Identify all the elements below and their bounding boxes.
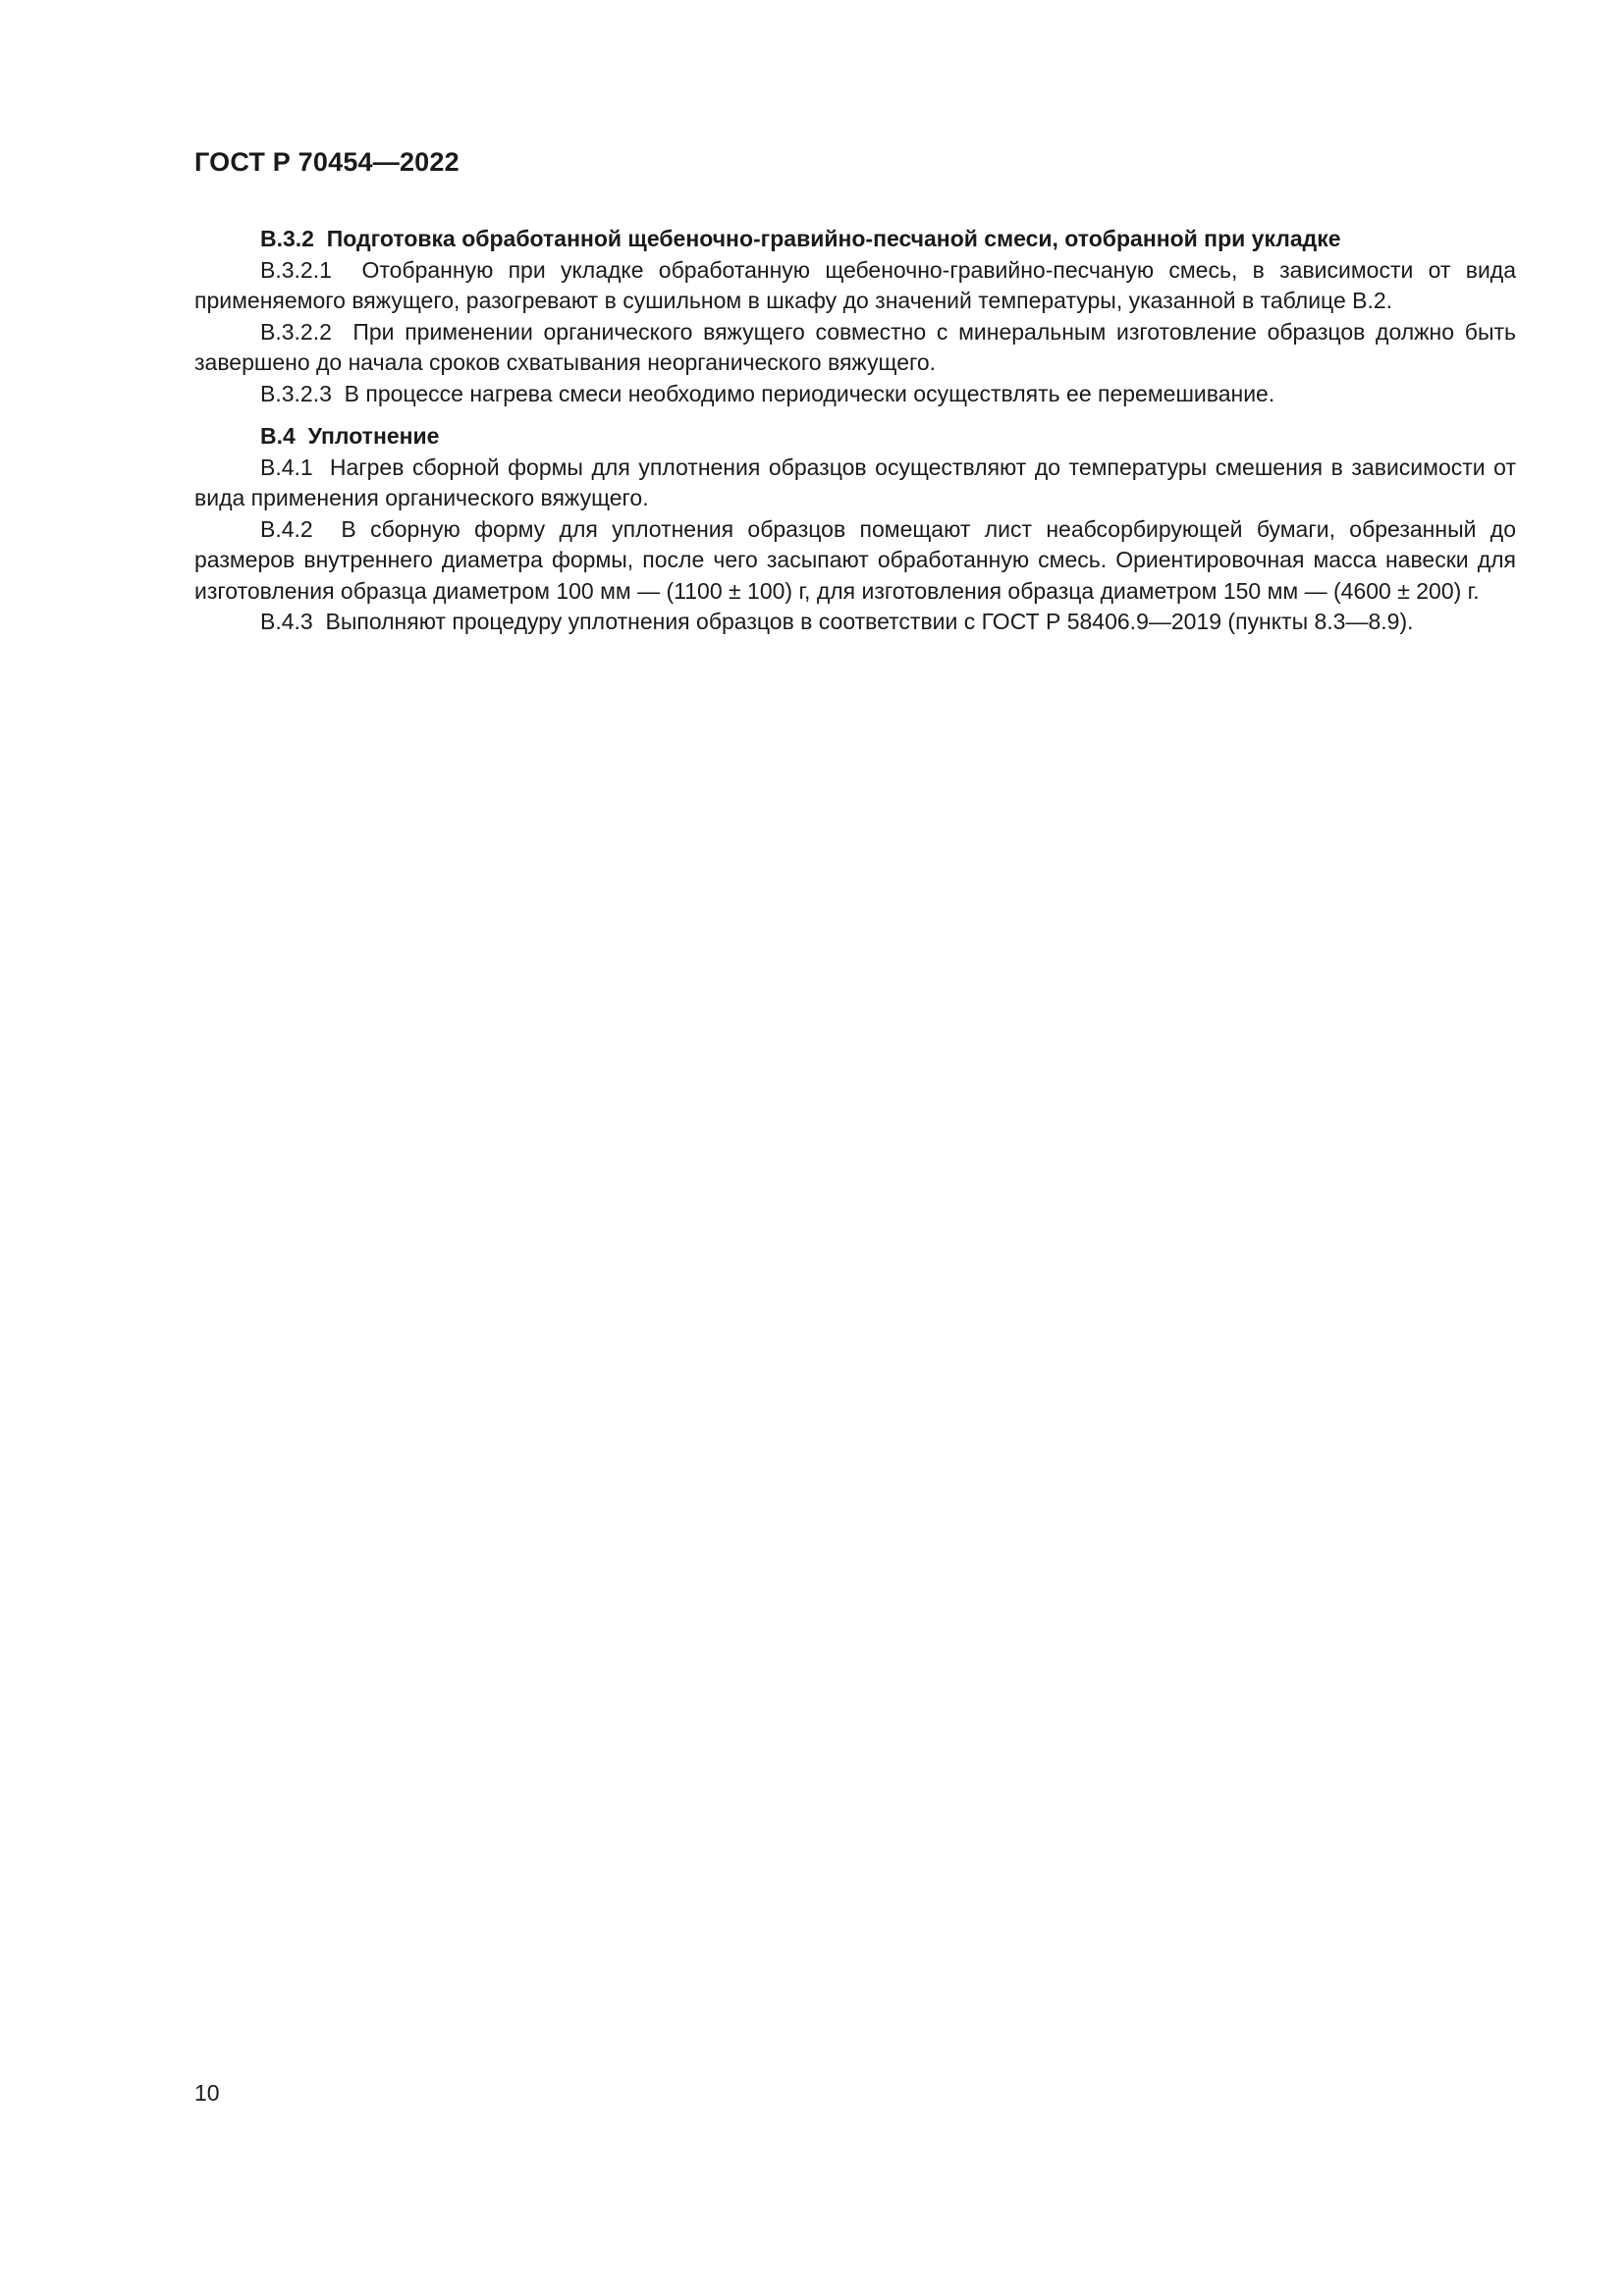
document-header: ГОСТ Р 70454—2022: [194, 147, 460, 177]
paragraph-number: В.3.2.1: [260, 256, 332, 283]
paragraph-text: Нагрев сборной формы для уплотнения образцов осуществляют до температуры смешения в зависимости от вида применения органического вяжущего.: [194, 454, 1516, 510]
paragraph-text: Выполняют процедуру уплотнения образцов в соответствии с ГОСТ Р 58406.9—2019 (пункты 8.3—8.9).: [325, 609, 1414, 634]
paragraph-number: В.4.1: [260, 454, 313, 480]
section-title: Уплотнение: [307, 423, 440, 449]
document-body: [194, 224, 1516, 638]
page-number: 10: [194, 2080, 220, 2106]
paragraph-number: В.3.2.2: [260, 318, 332, 345]
paragraph-text: Отобранную при укладке обработанную щебеночно-гравийно-песчаную смесь, в зависимости от вида применяемого вяжущего, разогревают в сушильном в шкафу до значений температуры, указанной в таблице В.2.: [194, 256, 1517, 313]
paragraph-text: В сборную форму для уплотнения образцов помещают лист неабсорбирующей бумаги, обрезанный до размеров внутреннего диаметра формы, после чего засыпают обработанную смесь. Ориентировочная масса навески для изготовления образца диаметром 100 мм — (1100 ± 100) г, для изготовления образца диаметром 150 мм — (4600 ± 200) г.: [194, 515, 1517, 604]
paragraph-b322: [194, 317, 1516, 379]
paragraph-number: В.4.3: [260, 609, 313, 634]
paragraph-text: При применении органического вяжущего совместно с минеральным изготовление образцов должно быть завершено до начала сроков схватывания неорганического вяжущего.: [194, 318, 1516, 375]
paragraph-b42: [194, 514, 1516, 608]
paragraph-b43: [194, 607, 1516, 638]
section-title: Подготовка обработанной щебеночно-гравийно-песчаной смеси, отобранной при укладке: [326, 226, 1341, 251]
section-heading-b32: [194, 224, 1516, 255]
paragraph-b323: [194, 379, 1516, 410]
paragraph-text: В процессе нагрева смеси необходимо периодически осуществлять ее перемешивание.: [344, 380, 1275, 406]
section-number: В.3.2: [260, 226, 314, 251]
paragraph-number: В.3.2.3: [260, 380, 332, 406]
paragraph-b41: [194, 453, 1516, 514]
section-number: В.4: [260, 423, 296, 449]
paragraph-number: В.4.2: [260, 515, 313, 542]
paragraph-b321: [194, 255, 1516, 317]
section-heading-b4: [194, 421, 1516, 453]
